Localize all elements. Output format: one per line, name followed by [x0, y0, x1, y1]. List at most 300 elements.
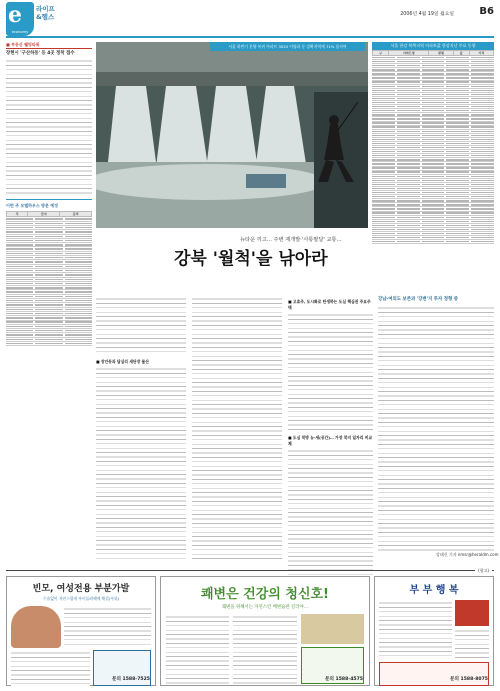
table-cell	[471, 86, 494, 87]
table-cell	[422, 143, 445, 144]
table-cell	[397, 122, 420, 123]
table-cell	[397, 73, 420, 74]
table-cell	[65, 240, 92, 241]
logo-letter: e	[8, 2, 22, 28]
table-cell	[422, 217, 445, 218]
table-cell	[422, 204, 445, 205]
table-cell	[35, 296, 62, 297]
ad-subtitle: 쾌변을 위해서는 자연스런 배변습관 길러야…	[221, 605, 309, 610]
table-cell	[372, 200, 395, 201]
table-cell	[422, 237, 445, 238]
table-cell	[372, 61, 395, 62]
table-cell	[35, 270, 62, 271]
ad-text	[379, 600, 452, 658]
page-number: B6	[479, 6, 494, 17]
table-cell	[372, 204, 395, 205]
table-cell	[471, 135, 494, 136]
table-cell	[446, 110, 469, 111]
table-cell	[471, 139, 494, 140]
ad-label: (광고)	[475, 568, 492, 574]
table-cell	[422, 208, 445, 209]
table-cell	[422, 200, 445, 201]
table-cell	[372, 163, 395, 164]
article-subhead: ■ 도심 북방 뉴-세(공간)… 가장 북지 일자리 비교체	[288, 435, 373, 446]
table-cell	[397, 126, 420, 127]
table-cell	[65, 317, 92, 318]
ad-text	[455, 628, 489, 658]
table-cell	[65, 283, 92, 284]
left-column	[6, 42, 92, 346]
section-title-line1: 라이프	[36, 5, 55, 13]
table-header-cell: 단지	[28, 212, 60, 217]
table-cell	[397, 151, 420, 152]
table-cell	[446, 241, 469, 242]
table-cell	[65, 343, 92, 344]
table-cell	[422, 176, 445, 177]
table-cell	[397, 57, 420, 58]
table-cell	[446, 229, 469, 230]
ad-text	[11, 650, 90, 686]
table-cell	[422, 139, 445, 140]
table-cell	[6, 343, 33, 344]
table-cell	[422, 98, 445, 99]
table-header-row	[7, 212, 92, 217]
article-column-2	[192, 296, 282, 566]
table-cell	[446, 196, 469, 197]
table-cell	[397, 192, 420, 193]
table-cell	[446, 176, 469, 177]
table-cell	[471, 237, 494, 238]
table-cell	[35, 291, 62, 292]
schedule-table-title: 이번 주 모델하우스 방문 예정	[6, 203, 58, 209]
table-header-row	[373, 51, 494, 56]
table-cell	[397, 90, 420, 91]
ad-couple-happiness[interactable]	[374, 576, 494, 686]
article-text	[288, 448, 373, 578]
table-cell	[471, 102, 494, 103]
table-cell	[446, 61, 469, 62]
price-table-rows	[372, 56, 494, 244]
table-cell	[446, 233, 469, 234]
table-cell	[422, 151, 445, 152]
table-cell	[6, 223, 33, 224]
table-cell	[397, 200, 420, 201]
ad-phone: 문의 1588-4575	[325, 677, 363, 682]
table-cell	[6, 304, 33, 305]
article-text	[96, 296, 186, 356]
table-cell	[6, 253, 33, 254]
table-cell	[446, 57, 469, 58]
table-cell	[6, 248, 33, 249]
table-cell	[372, 196, 395, 197]
ad-title: 부 부 행 복	[409, 585, 459, 596]
table-cell	[35, 326, 62, 327]
table-cell	[397, 98, 420, 99]
table-cell	[446, 73, 469, 74]
table-cell	[471, 192, 494, 193]
table-cell	[397, 65, 420, 66]
table-cell	[372, 122, 395, 123]
table-cell	[372, 98, 395, 99]
dam-photo	[96, 42, 368, 228]
table-cell	[422, 122, 445, 123]
table-cell	[446, 139, 469, 140]
table-cell	[6, 313, 33, 314]
table-cell	[6, 270, 33, 271]
price-table-box	[372, 42, 494, 244]
ad-title: 빈모, 여성전용 부분가발	[32, 584, 130, 594]
ad-wig[interactable]	[6, 576, 156, 686]
table-cell	[35, 231, 62, 232]
table-cell	[471, 180, 494, 181]
table-cell	[422, 114, 445, 115]
table-cell	[397, 114, 420, 115]
table-cell	[6, 236, 33, 237]
table-cell	[422, 155, 445, 156]
table-cell	[471, 212, 494, 213]
table-cell	[35, 343, 62, 344]
table-cell	[471, 69, 494, 70]
table-cell	[397, 147, 420, 148]
table-cell	[397, 135, 420, 136]
table-cell	[471, 151, 494, 152]
table-cell	[422, 225, 445, 226]
table-header-cell: 구	[373, 51, 389, 56]
table-cell	[471, 241, 494, 242]
table-cell	[35, 257, 62, 258]
table-cell	[422, 212, 445, 213]
article-headline: 강북 '월척'을 낚아라	[174, 249, 328, 269]
table-cell	[446, 90, 469, 91]
table-cell	[471, 204, 494, 205]
table-header-cell: 가격	[469, 51, 493, 56]
table-cell	[471, 233, 494, 234]
table-cell	[372, 86, 395, 87]
table-cell	[471, 98, 494, 99]
table-cell	[446, 114, 469, 115]
article-text	[288, 312, 373, 432]
ad-text	[64, 606, 151, 648]
table-cell	[372, 212, 395, 213]
table-cell	[471, 184, 494, 185]
table-cell	[471, 94, 494, 95]
table-cell	[471, 114, 494, 115]
table-cell	[6, 339, 33, 340]
table-cell	[6, 300, 33, 301]
table-cell	[397, 106, 420, 107]
table-cell	[372, 126, 395, 127]
table-cell	[397, 94, 420, 95]
table-cell	[397, 176, 420, 177]
table-cell	[471, 143, 494, 144]
table-cell	[471, 90, 494, 91]
photo-caption: 서울 하반기 분양 복귀 아파트 3020 이명과 동 강확지역에 71% 움직여	[210, 42, 365, 51]
table-cell	[6, 296, 33, 297]
table-cell	[65, 218, 92, 219]
table-cell	[471, 171, 494, 172]
table-cell	[471, 196, 494, 197]
table-cell	[422, 57, 445, 58]
article-column-4	[378, 296, 494, 566]
table-cell	[6, 279, 33, 280]
table-header-cell: 아파트명	[389, 51, 429, 56]
table-cell	[471, 147, 494, 148]
table-cell	[65, 248, 92, 249]
table-cell	[35, 313, 62, 314]
table-header-cell: 값	[453, 51, 469, 56]
table-cell	[471, 159, 494, 160]
table-cell	[471, 110, 494, 111]
table-cell	[397, 81, 420, 82]
table-cell	[397, 131, 420, 132]
table-header-cell: 주	[7, 212, 28, 217]
table-cell	[6, 330, 33, 331]
table-cell	[422, 65, 445, 66]
table-cell	[372, 94, 395, 95]
table-cell	[35, 266, 62, 267]
table-cell	[446, 94, 469, 95]
ad-product-photo	[301, 614, 364, 644]
table-cell	[471, 217, 494, 218]
table-cell	[422, 94, 445, 95]
table-cell	[6, 274, 33, 275]
table-cell	[65, 330, 92, 331]
table-cell	[422, 180, 445, 181]
table-cell	[446, 167, 469, 168]
table-cell	[471, 61, 494, 62]
table-cell	[446, 204, 469, 205]
table-cell	[422, 159, 445, 160]
table-cell	[446, 163, 469, 164]
table-cell	[65, 279, 92, 280]
table-cell	[35, 317, 62, 318]
table-cell	[422, 131, 445, 132]
table-header-cell: 평형	[429, 51, 453, 56]
table-cell	[471, 122, 494, 123]
table-cell	[372, 184, 395, 185]
table-cell	[35, 248, 62, 249]
table-cell	[372, 155, 395, 156]
table-row	[6, 342, 92, 346]
table-cell	[397, 61, 420, 62]
table-cell	[35, 261, 62, 262]
table-cell	[397, 139, 420, 140]
table-cell	[35, 304, 62, 305]
table-cell	[65, 227, 92, 228]
article-column-3	[288, 296, 373, 566]
table-cell	[422, 163, 445, 164]
table-cell	[422, 192, 445, 193]
article-text	[192, 296, 282, 562]
table-cell	[397, 217, 420, 218]
ad-info-box	[379, 662, 489, 686]
table-cell	[471, 57, 494, 58]
table-cell	[446, 192, 469, 193]
table-cell	[6, 244, 33, 245]
table-cell	[397, 155, 420, 156]
table-cell	[471, 126, 494, 127]
table-cell	[397, 208, 420, 209]
table-cell	[471, 188, 494, 189]
table-cell	[65, 231, 92, 232]
table-cell	[446, 237, 469, 238]
table-cell	[372, 225, 395, 226]
table-cell	[35, 287, 62, 288]
ad-bowel-health[interactable]	[160, 576, 370, 686]
table-cell	[65, 270, 92, 271]
table-cell	[6, 287, 33, 288]
table-cell	[65, 287, 92, 288]
table-cell	[6, 240, 33, 241]
table-cell	[65, 326, 92, 327]
ad-title: 쾌변은 건강의 청신호!	[200, 587, 329, 602]
table-cell	[6, 266, 33, 267]
table-cell	[35, 227, 62, 228]
table-cell	[65, 304, 92, 305]
table-cell	[372, 69, 395, 70]
table-cell	[372, 151, 395, 152]
table-cell	[446, 131, 469, 132]
table-cell	[446, 212, 469, 213]
dam-illustration	[96, 42, 368, 228]
table-cell	[422, 167, 445, 168]
table-cell	[422, 81, 445, 82]
table-cell	[397, 110, 420, 111]
table-cell	[372, 102, 395, 103]
section-title	[36, 6, 55, 21]
table-cell	[372, 188, 395, 189]
ad-text	[233, 614, 296, 684]
table-cell	[372, 208, 395, 209]
left-divider	[6, 199, 92, 200]
table-cell	[372, 65, 395, 66]
table-cell	[6, 326, 33, 327]
table-cell	[397, 241, 420, 242]
article-subhead: ■ 고효주, 도시화로 탄생하는 도심 핵심권 주요주택	[288, 299, 371, 310]
table-cell	[471, 77, 494, 78]
table-cell	[422, 90, 445, 91]
table-cell	[422, 188, 445, 189]
table-cell	[422, 196, 445, 197]
section-title-line2: &헬스	[36, 12, 55, 21]
ad-divider	[6, 570, 494, 571]
table-cell	[6, 291, 33, 292]
table-cell	[446, 69, 469, 70]
table-cell	[35, 274, 62, 275]
article-subhead: ■ 장안동과 답십리 새단장 물산	[96, 359, 149, 364]
article-text	[96, 366, 186, 562]
table-cell	[446, 200, 469, 201]
table-cell	[65, 300, 92, 301]
table-cell	[397, 184, 420, 185]
table-cell	[372, 73, 395, 74]
table-cell	[397, 188, 420, 189]
table-cell	[446, 217, 469, 218]
table-cell	[35, 283, 62, 284]
table-cell	[65, 274, 92, 275]
article-text	[378, 305, 494, 553]
schedule-table-rows	[6, 217, 92, 346]
table-cell	[446, 65, 469, 66]
price-table-title: 서울 한강 북쪽지역 아파트값 한강지난 주요 동향	[372, 42, 494, 50]
table-cell	[65, 321, 92, 322]
table-cell	[471, 176, 494, 177]
table-cell	[471, 163, 494, 164]
table-cell	[422, 73, 445, 74]
table-cell	[372, 139, 395, 140]
table-cell	[372, 57, 395, 58]
table-cell	[422, 77, 445, 78]
table-cell	[471, 81, 494, 82]
table-cell	[446, 208, 469, 209]
article-column-1	[96, 296, 186, 566]
table-cell	[372, 110, 395, 111]
table-cell	[422, 106, 445, 107]
table-cell	[372, 131, 395, 132]
table-cell	[372, 135, 395, 136]
table-cell	[372, 233, 395, 234]
table-cell	[422, 184, 445, 185]
article-kicker: 뉴타운 끼고… 주변 재개발·'사통팔달' 교통…	[240, 237, 342, 243]
table-cell	[35, 300, 62, 301]
table-cell	[35, 244, 62, 245]
table-cell	[6, 227, 33, 228]
table-cell	[422, 221, 445, 222]
table-cell	[422, 102, 445, 103]
table-cell	[372, 106, 395, 107]
table-cell	[6, 261, 33, 262]
table-cell	[446, 81, 469, 82]
table-cell	[446, 221, 469, 222]
table-cell	[446, 122, 469, 123]
table-cell	[372, 221, 395, 222]
table-cell	[446, 180, 469, 181]
table-cell	[372, 77, 395, 78]
table-cell	[397, 212, 420, 213]
table-cell	[397, 167, 420, 168]
table-cell	[422, 86, 445, 87]
table-cell	[422, 126, 445, 127]
table-cell	[471, 106, 494, 107]
table-cell	[65, 236, 92, 237]
table-cell	[35, 330, 62, 331]
table-cell	[397, 163, 420, 164]
table-cell	[446, 135, 469, 136]
table-cell	[397, 102, 420, 103]
table-cell	[397, 204, 420, 205]
table-cell	[471, 167, 494, 168]
table-cell	[65, 257, 92, 258]
table-cell	[35, 279, 62, 280]
table-cell	[65, 339, 92, 340]
table-cell	[35, 309, 62, 310]
table-cell	[35, 339, 62, 340]
side-headline: 강남-여의도 보존과 '강변'지 투자 정형 중	[378, 297, 459, 302]
byline: 강태신 기자 nmsr@heraldm.com	[436, 552, 499, 557]
table-cell	[471, 229, 494, 230]
table-cell	[6, 257, 33, 258]
table-cell	[35, 223, 62, 224]
table-cell	[372, 171, 395, 172]
table-cell	[6, 283, 33, 284]
left-headline: 장현시 '구산하동' 등 4곳 정착 접수	[6, 51, 75, 56]
table-cell	[397, 225, 420, 226]
table-cell	[372, 81, 395, 82]
table-cell	[446, 143, 469, 144]
table-cell	[372, 167, 395, 168]
logo-text: economy	[11, 30, 29, 34]
table-cell	[471, 155, 494, 156]
